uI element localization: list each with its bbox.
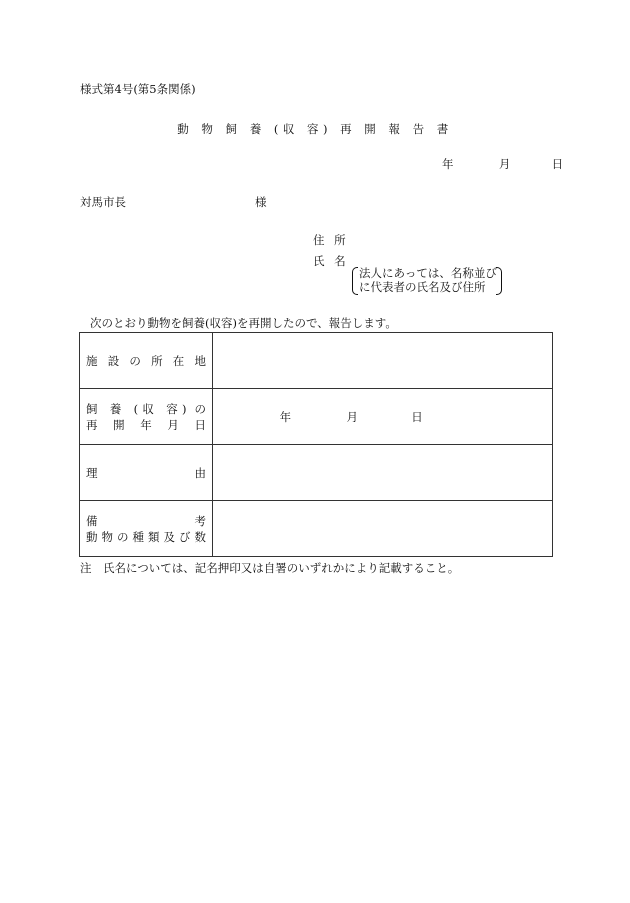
remarks-field[interactable] — [213, 501, 553, 557]
resume-date-field[interactable] — [213, 389, 553, 445]
reason-field[interactable] — [213, 445, 553, 501]
corporation-note — [352, 267, 502, 295]
table-row — [80, 333, 553, 389]
facility-location-label: 施 設 の 所 在 地 — [80, 333, 213, 389]
form-number: 様式第4号(第5条関係) — [80, 82, 196, 96]
date-month-label: 月 — [498, 157, 511, 171]
date-day-label: 日 — [551, 157, 564, 171]
bracket-right — [496, 267, 502, 295]
facility-location-field[interactable] — [213, 333, 553, 389]
date-year-label: 年 — [442, 157, 454, 171]
name-label: 氏 名 — [313, 254, 349, 268]
corporation-note-line1: 法人にあっては、名称並び — [359, 266, 497, 280]
table-row — [80, 389, 553, 445]
document-title: 動 物 飼 養 (収 容) 再 開 報 告 書 — [177, 122, 453, 136]
addressee-name: 対馬市長 — [80, 195, 126, 209]
remarks-label: 備 考 動物の種類及び数 — [80, 501, 213, 557]
report-table — [79, 332, 553, 557]
reason-label: 理 由 — [80, 445, 213, 501]
resume-date-month: 月 — [346, 409, 358, 424]
report-statement: 次のとおり動物を飼養(収容)を再開したので、報告します。 — [90, 316, 397, 330]
submission-date — [442, 159, 563, 171]
address-label: 住 所 — [313, 233, 349, 247]
addressee-honorific: 様 — [255, 195, 267, 209]
resume-date-day: 日 — [411, 409, 423, 424]
table-row — [80, 445, 553, 501]
resume-date-year: 年 — [279, 409, 292, 424]
corporation-note-line2: に代表者の氏名及び住所 — [359, 280, 486, 294]
resume-date-label: 飼 養 (収 容) の 再 開 年 月 日 — [80, 389, 213, 445]
table-row — [80, 501, 553, 557]
footnote: 注 氏名については、記名押印又は自署のいずれかにより記載すること。 — [80, 561, 460, 575]
bracket-left — [352, 267, 358, 295]
